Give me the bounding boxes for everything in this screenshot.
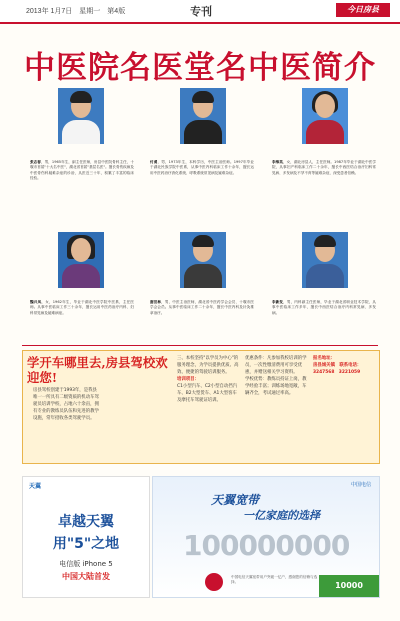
china-telecom-logo: 中国电信 (350, 482, 371, 488)
doctor-photo (302, 232, 348, 288)
doctor-name: 李新发 (272, 300, 284, 304)
section-divider (22, 345, 378, 346)
doctor-bio: 张志春，男，1965年生，副主任医师，房县中医院骨科主任，十堰市首届"十大名中医"，湖北省首届"基层名医"。擅长骨伤疾病及中医骨伤科疑难杂症的诊治，从医近三十年，积累了丰富的临床经验。 (30, 160, 134, 181)
doctor-bio: 谢世林，男，中医主治医师，湖北省中医药学会会员、十堰市医学会会员。从事中医临床工作二十余年，擅长中医内科及针灸推拿治疗。 (150, 300, 254, 315)
contact-text: 房县城关镇 联系电话：3247568 3221059 (313, 363, 362, 375)
broadband-fine-print: 中国电信天翼宽带用户突破一亿户，感谢您的信赖与选择。 (231, 575, 318, 584)
broadband-ad (152, 476, 380, 598)
doctor-photo (58, 232, 104, 288)
doctor-name: 付勇 (150, 160, 158, 164)
driving-school-col2: 三、本校坚持"以学员为中心"的服务理念，为学员提供优质、高效、便捷的驾驶培训服务。 (177, 356, 239, 375)
contact-label: 报名地址： (313, 356, 335, 361)
section-title: 专刊 (190, 5, 212, 18)
doctor-photo (180, 232, 226, 288)
award-badge-icon (205, 573, 223, 591)
broadband-slogan: 天翼宽带 (211, 493, 260, 507)
driving-school-column (177, 355, 241, 459)
doctor-bio-text: 女，湖北房县人，主任医师。1987年毕业于湖北中医学院，从事妇产科临床工作二十余年，擅长中西医结合治疗妇科常见病、多发病及不孕不育等疑难杂症，深受患者信赖。 (272, 160, 376, 175)
driving-school-col4: 学校优势：教练员持证上岗，教学经验丰富；训练场地宽敞，车辆齐全，考试通过率高。 (245, 377, 307, 396)
hotline-badge: 10000 (319, 575, 379, 597)
doctor-photo (302, 88, 348, 144)
training-label: 培训项目： (177, 377, 199, 382)
driving-school-column (245, 355, 309, 459)
doctor-bio: 李维英，女，湖北房县人，主任医师。1987年毕业于湖北中医学院，从事妇产科临床工作二十余年，擅长中西医结合治疗妇科常见病、多发病及不孕不育等疑难杂症，深受患者信赖。 (272, 160, 376, 175)
driving-school-intro: 房县驾校创建于1993年，是我县唯一一所具有二级资质的机动车驾驶员培训学校，占地六十余亩，拥有专业的教练员队伍和先进的教学设施，常年招收各类驾驶学员。 (33, 388, 99, 421)
doctor-name: 谢世林 (150, 300, 162, 304)
training-items: C1小型汽车、C2小型自动挡汽车、B2大型货车、A1大型客车及摩托车驾驶证培训。 (177, 384, 238, 403)
doctor-name: 李维英 (272, 160, 283, 164)
doctor-name: 张志春 (30, 160, 41, 164)
iphone-ad-line1: 卓越天翼 (58, 514, 114, 530)
doctor-bio: 魏兴凤，女，1962年生，毕业于湖北中医学院中医系，主任医师。从事中医临床工作三十余年，擅长运用中医药治疗内科、妇科常见病及疑难病症。 (30, 300, 134, 315)
doctor-bio: 李新发，男，内科副主任医师，毕业于湖北省职业技术学院，从事中医临床工作多年，擅长中西医结合治疗内科常见病、多发病。 (272, 300, 376, 315)
main-headline: 中医院名医堂名中医简介 (24, 50, 376, 86)
doctor-bio-text: 男，1965年生，副主任医师，房县中医院骨科主任，十堰市首届"十大名中医"，湖北省首届"基层名医"。擅长骨伤疾病及中医骨伤科疑难杂症的诊治，从医近三十年，积累了丰富的临床经验。 (30, 160, 134, 181)
issue-date: 2013年 1月7日 星期一 第4版 (26, 8, 126, 15)
iphone-ad-line3: 电信版 iPhone 5 (59, 560, 113, 568)
iphone-ad-line4: 中国大陆首发 (62, 572, 110, 581)
doctor-bio: 付勇，男，1973年生，本科学历，中医主治医师。1997年毕业于湖北民族学院中医系，从事中医内科临床工作十余年，擅长运用中医药治疗消化系统、呼吸系统常见病及疑难杂症。 (150, 160, 254, 175)
iphone-ad-line2: 用"5"之地 (52, 536, 120, 552)
doctor-name: 魏兴凤 (30, 300, 42, 304)
doctor-bio-text: 男，中医主治医师，湖北省中医药学会会员、十堰市医学会会员。从事中医临床工作二十余年，擅长中医内科及针灸推拿治疗。 (150, 300, 254, 315)
tianyi-logo: 天翼 (29, 483, 42, 490)
doctor-bio-text: 女，1962年生，毕业于湖北中医学院中医系，主任医师。从事中医临床工作三十余年，擅长运用中医药治疗内科、妇科常见病及疑难病症。 (30, 300, 134, 315)
newspaper-logo: 今日房县 (336, 3, 390, 17)
broadband-subslogan: 一亿家庭的选择 (243, 509, 320, 522)
doctor-photo (58, 88, 104, 144)
doctor-photo (180, 88, 226, 144)
iphone-ad (22, 476, 150, 598)
page-header (0, 0, 400, 24)
driving-school-col3: 优惠条件：凡参加我校培训的学员，一次性缴清费用可享受优惠，并赠送相关学习资料。 (245, 356, 307, 375)
doctor-bio-text: 男，内科副主任医师，毕业于湖北省职业技术学院，从事中医临床工作多年，擅长中西医结合治疗内科常见病、多发病。 (272, 300, 376, 315)
subscriber-count: 100000000 (183, 529, 350, 562)
driving-school-ad (22, 350, 380, 464)
driving-school-title: 学开车哪里去,房县驾校欢迎您! (27, 355, 168, 385)
driving-school-contact (313, 355, 375, 459)
doctor-bio-text: 男，1973年生，本科学历，中医主治医师。1997年毕业于湖北民族学院中医系，从事中医内科临床工作十余年，擅长运用中医药治疗消化系统、呼吸系统常见病及疑难杂症。 (150, 160, 254, 175)
